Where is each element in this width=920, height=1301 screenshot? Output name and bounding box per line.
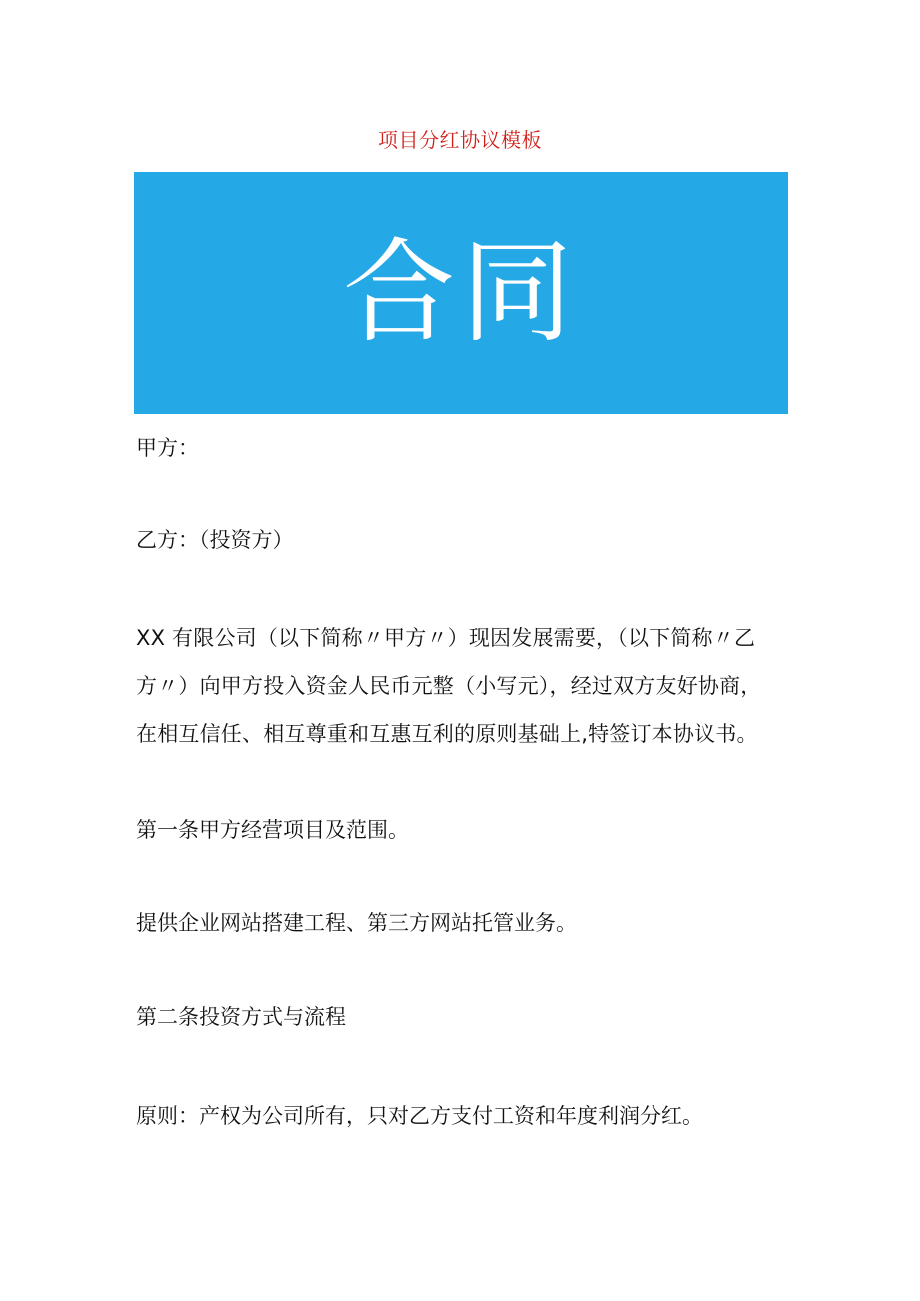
intro-line: 在相互信任、相互尊重和互惠互利的原则基础上,特签订本协议书。 bbox=[136, 722, 758, 746]
article-1-body: 提供企业网站搭建工程、第三方网站托管业务。 bbox=[136, 911, 577, 935]
banner-text: 合同 bbox=[343, 228, 579, 358]
party-b-label: 乙方：（投资方） bbox=[136, 528, 294, 552]
contract-banner bbox=[134, 172, 788, 414]
intro-line: XX 有限公司（以下简称〃甲方〃）现因发展需要，（以下简称〃乙 bbox=[136, 626, 756, 650]
party-a-label: 甲方： bbox=[136, 436, 199, 460]
article-2-heading: 第二条投资方式与流程 bbox=[136, 1005, 346, 1029]
document-title: 项目分红协议模板 bbox=[378, 128, 542, 152]
article-1-heading: 第一条甲方经营项目及范围。 bbox=[136, 818, 409, 842]
principle-paragraph: 原则：产权为公司所有，只对乙方支付工资和年度利润分红。 bbox=[136, 1104, 703, 1128]
intro-paragraph bbox=[136, 614, 796, 758]
intro-line: 方〃）向甲方投入资金人民币元整（小写元），经过双方友好协商， bbox=[136, 674, 762, 698]
